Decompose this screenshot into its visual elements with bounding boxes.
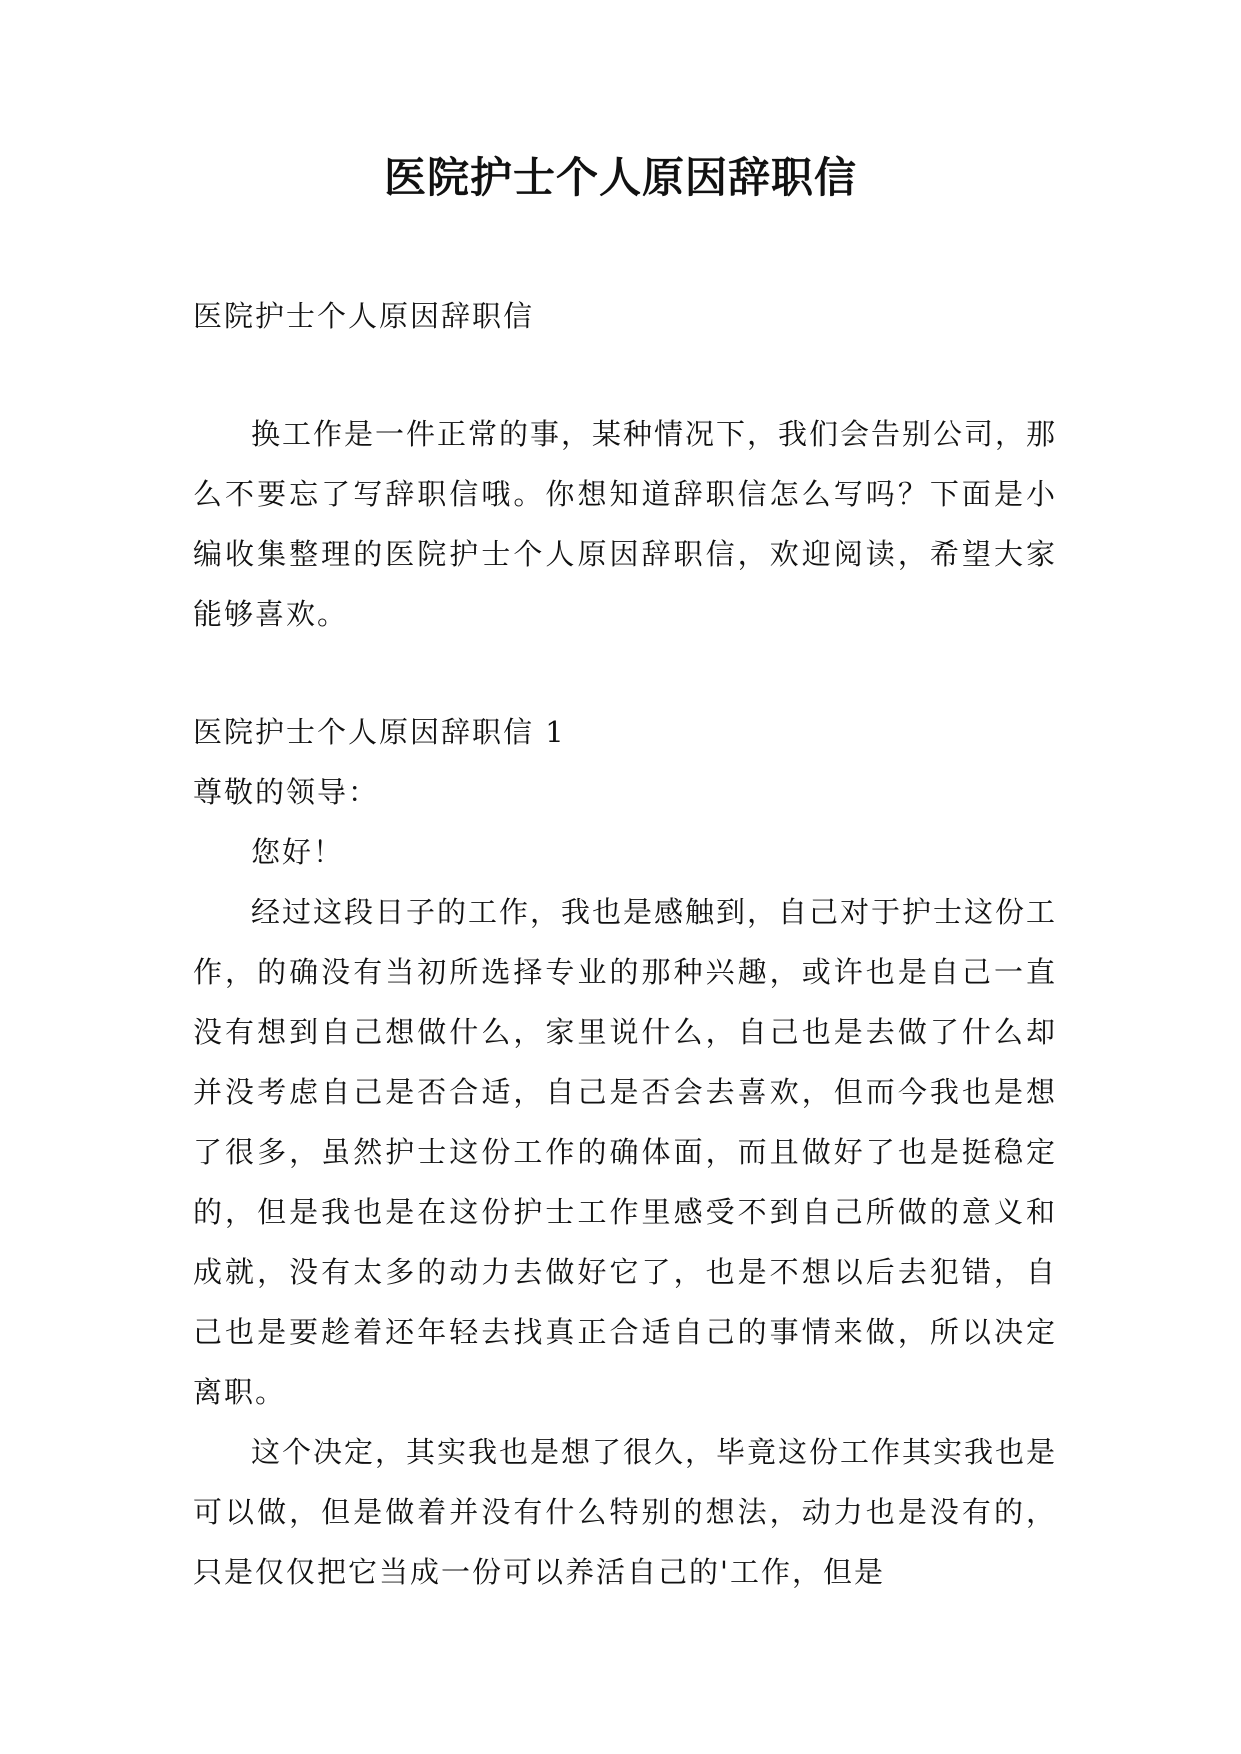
document-subtitle: 医院护士个人原因辞职信: [193, 299, 535, 333]
body-paragraph-2: 这个决定，其实我也是想了很久，毕竟这份工作其实我也是可以做，但是做着并没有什么特别的想法，动力也是没有的，只是仅仅把它当成一份可以养活自己的'工作，但是: [193, 1435, 1058, 1589]
body-paragraph-1: 经过这段日子的工作，我也是感触到，自己对于护士这份工作，的确没有当初所选择专业的那种兴趣，或许也是自己一直没有想到自己想做什么，家里说什么，自己也是去做了什么却并没考虑自己是否合适，自己是否会去喜欢，但而今我也是想了很多，虽然护士这份工作的确体面，而且做好了也是挺稳定的，但是我也是在这份护士工作里感受不到自己所做的意义和成就，没有太多的动力去做好它了，也是不想以后去犯错，自己也是要趁着还年轻去找真正合适自己的事情来做，所以决定离职。: [193, 895, 1058, 1409]
salutation: 尊敬的领导：: [193, 775, 380, 809]
intro-paragraph: 换工作是一件正常的事，某种情况下，我们会告别公司，那么不要忘了写辞职信哦。你想知道辞职信怎么写吗？下面是小编收集整理的医院护士个人原因辞职信，欢迎阅读，希望大家能够喜欢。: [193, 417, 1058, 631]
section-heading: 医院护士个人原因辞职信 1: [193, 715, 566, 749]
greeting: 您好！: [251, 835, 345, 869]
document-title: 医院护士个人原因辞职信: [383, 153, 857, 202]
document-body: [193, 286, 1057, 1602]
